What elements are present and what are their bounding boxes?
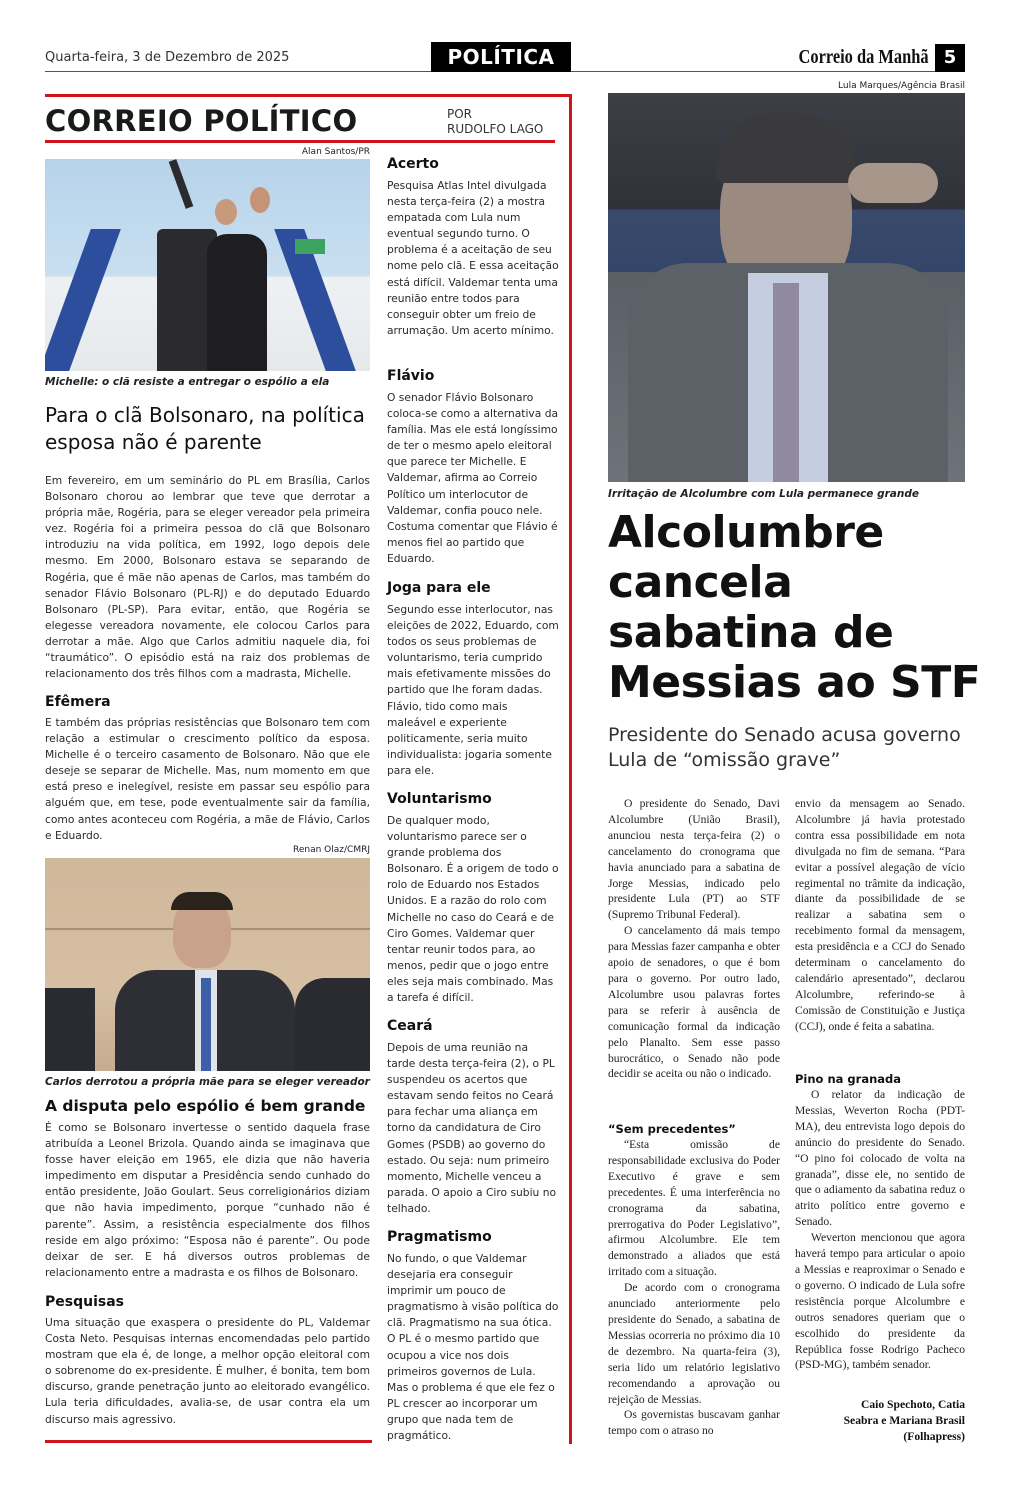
note-title: Voluntarismo [387,791,492,807]
article-headline: Alcolumbre cancela sabatina de Messias ao STF [608,507,981,708]
photo-caption: Carlos derrotou a própria mãe para se eleger vereador [45,1076,370,1088]
column-title: CORREIO POLÍTICO [45,104,358,138]
column-border-bottom [45,1440,372,1443]
article-byline [795,1397,965,1445]
paragraph: envio da mensagem ao Senado. Alcolumbre já havia protestado contra essa possibilidade em nota divulgada no fim de semana. “Para evitar a possível alegação de vício regimental no trâmite da indicação, diante da possibilidade de se realizar a sabatina sem o recebimento formal da mensagem, esta presidência e a CCJ do Senado determinam o cancelamento do calendário apresentado”, declarou Alcolumbre, referindo-se à Comissão de Constituição e Justiça (CCJ), onde é feita a sabatina. [795,797,965,1033]
newspaper-logo: Correio da Manhã [799,46,929,68]
note-text: O senador Flávio Bolsonaro coloca-se como a alternativa da família. Mas ele está longíssimo de ter o mesmo apelo eleitoral que parece ter Michelle. E Valdemar, afirma ao Correio Político um interlocutor de Valdemar, confia pouco nele. Costuma comentar que Flávio é menos fiel ao partido que Eduardo. [387,391,559,565]
note-title: Ceará [387,1018,433,1034]
page-number: 5 [935,44,965,72]
photo-carlos-bolsonaro [45,858,370,1071]
photo-caption: Michelle: o clã resiste a entregar o espólio a ela [45,376,330,388]
byline-line: (Folhapress) [903,1430,965,1443]
article-body-col1 [608,796,780,1082]
article-subhead: Pino na granada [795,1072,902,1086]
subhead-efemera: Efêmera [45,694,111,710]
note-text: Pesquisa Atlas Intel divulgada nesta terça-feira (2) a mostra empatada com Lula num eventual segundo turno. O problema é a aceitação de seu nome pelo clã. E essa aceitação está difícil. Valdemar tenta uma reunião entre todos para conseguir obter um freio de arrumação. Um acerto mínimo. [387,179,559,337]
paragraph: “Esta omissão de responsabilidade exclusiva do Poder Executivo é grave e sem precedentes. É uma interferência no cronograma da sabatina, prerrogativa do Poder Legislativo”, afirmou Alcolumbre. Ele tem demonstrado a aliados que está irritado com a situação. [608,1138,780,1279]
paragraph: O presidente do Senado, Davi Alcolumbre (União Brasil), anunciou nesta terça-feira (2) o cancelamento do cronograma que havia anunciado para a sabatina de Jorge Messias, indicado pelo presidente Lula (PT) ao STF (Supremo Tribunal Federal). [608,797,780,922]
paragraph: Weverton mencionou que agora haverá tempo para articular o apoio a Messias e reaproximar o Senado e o governo. O indicado de Lula sofre resistência porque Alcolumbre e outros senadores queriam que o escolhido do presidente da República fosse Rodrigo Pacheco (PSD-MG), também senador. [795,1231,965,1372]
photo-bolsonaro-michelle [45,159,370,371]
article-body-col2b [795,1087,965,1373]
note-title: Joga para ele [387,580,491,596]
article-body-col2 [795,796,965,1035]
author-name: RUDOLFO LAGO [447,122,544,136]
photo-credit: Renan Olaz/CMRJ [293,845,370,855]
article-body-col1b [608,1137,780,1439]
subhead-pesquisas: Pesquisas [45,1294,124,1310]
article-deck: Presidente do Senado acusa governo Lula de “omissão grave” [608,724,961,771]
disputa-text: É como se Bolsonaro invertesse o sentido daquela frase atribuída a Leonel Brizola. Quando ainda se imaginava que fosse haver eleição em 1965, ele dizia que não haveria impedimento em disputar a Presidência sendo cunhado do então presidente, João Goulart. Seus correligionários diziam que não havia impedimento, porque “cunhado não é parente”. Assim, a resistência especialmente dos filhos reside em algo próximo: “Esposa não é parente”. Ou pode deixar de ser. E há diversos outros problemas de relacionamento entre a madrasta e os filhos de Bolsonaro. [45,1121,370,1279]
note-title: Pragmatismo [387,1229,492,1245]
author-prefix: POR [447,107,473,121]
photo-alcolumbre [608,93,965,482]
column-author [447,107,543,137]
note-text: De qualquer modo, voluntarismo parece ser o grande problema dos Bolsonaro. É a origem de todo o rolo de Eduardo nos Estados Unidos. E a razão do rolo com Michelle no caso do Ceará e de Ciro Gomes. Valdemar quer tentar reunir todos para, ao menos, pedir que o jogo entre eles seja mais combinado. Mas a tarefa é difícil. [387,814,559,1005]
paragraph: O relator da indicação de Messias, Weverton Rocha (PDT-MA), deu entrevista logo depois do anúncio do presidente do Senado. “O pino foi colocado de volta na granada”, disse ele, no sentido de que o adiamento da sabatina reduz o atrito político entre governo e Senado. [795,1088,965,1229]
article-subhead: “Sem precedentes” [608,1122,736,1136]
photo-caption: Irritação de Alcolumbre com Lula permanece grande [608,488,919,500]
paragraph: Os governistas buscavam ganhar tempo com o atraso no [608,1408,780,1438]
issue-date: Quarta-feira, 3 de Dezembro de 2025 [45,50,290,65]
column-border-top [45,94,571,97]
byline-line: Seabra e Mariana Brasil [843,1414,965,1427]
efemera-text: E também das próprias resistências que Bolsonaro tem com relação a estimular o crescimento político da esposa. Michelle é o terceiro casamento de Bolsonaro. Não que ele deseje se separar de Michelle. Mas, num momento em que está preso e inelegível, resiste em passar seu espólio para alguém que, em tese, pode eventualmente sair da família, como antes aconteceu com Rogéria, a mãe de Flávio, Carlos e Eduardo. [45,716,370,842]
byline-line: Caio Spechoto, Catia [860,1398,965,1411]
note-text: Depois de uma reunião na tarde desta terça-feira (2), o PL suspendeu os acertos que estavam sendo feitos no Ceará para fechar uma aliança em torno da candidatura de Ciro Gomes (PSDB) ao governo do estado. Ou seja: num primeiro momento, Michelle venceu a parada. O apoio a Ciro subiu no telhado. [387,1041,557,1215]
photo-credit: Alan Santos/PR [301,147,370,157]
note-text: No fundo, o que Valdemar desejaria era conseguir imprimir um pouco de pragmatismo à visão política do clã. Pragmatismo na sua ótica. O PL é o mesmo partido que ocupou a vice nos dois primeiros governos de Lula. Mas o problema é que ele fez o PL crescer ao incorporar um grupo que nada tem de pragmático. [387,1252,559,1443]
section-label: POLÍTICA [431,42,571,72]
note-text: Segundo esse interlocutor, nas eleições de 2022, Eduardo, com todos os seus problemas de voluntarismo, teria cumprido mais efetivamente missões do partido que lhe foram dadas. Flávio, tido como mais maleável e experiente politicamente, seria muito individualista: jogaria somente para ele. [387,603,559,777]
column-intro: Em fevereiro, em um seminário do PL em Brasília, Carlos Bolsonaro chorou ao lembrar que teve que derrotar a própria mãe, Rogéria, para se eleger vereador pela primeira vez. Rogéria foi a primeira pessoa do clã que Bolsonaro introduziu na vida política, em 1992, logo depois dele mesmo. Em 2000, Bolsonaro estava se separando de Rogéria, que é mãe não apenas de Carlos, mas também do senador Flávio Bolsonaro (PL-RJ) e do deputado Eduardo Bolsonaro (PL-SP). Para evitar, então, que Rogéria se elegesse vereadora novamente, ele colocou Carlos para derrotar a mãe. Algo que Carlos admitiu naquele dia, foi “traumático”. O episódio está na raiz dos problemas de relacionamento dos três filhos com a madrasta, Michelle. [45,474,370,681]
paragraph: De acordo com o cronograma anunciado anteriormente pelo presidente do Senado, a sabatina de Messias ocorreria no próximo dia 10 de dezembro. Na quarta-feira (3), seria lido um relatório legislativo recomendando a aprovação ou rejeição de Messias. [608,1281,780,1406]
note-title: Flávio [387,368,435,384]
subhead-disputa: A disputa pelo espólio é bem grande [45,1097,366,1115]
note-title: Acerto [387,156,439,172]
column-title-rule [45,140,555,143]
pesquisas-text: Uma situação que exaspera o presidente do PL, Valdemar Costa Neto. Pesquisas internas encomendadas pelo partido mostram que ela é, de longe, a melhor opção eleitoral com o sobrenome do ex-presidente. É mulher, é bonita, tem bom discurso, grande penetração junto ao eleitorado evangélico. Lula teria dificuldades, avalia-se, de usar contra ela um discurso mais agressivo. [45,1316,370,1426]
masthead [45,44,965,72]
column-border-right [569,94,572,1444]
photo-credit: Lula Marques/Agência Brasil [838,81,965,91]
paragraph: O cancelamento dá mais tempo para Messias fazer campanha e obter apoio de senadores, o que é bom para o governo. Por outro lado, Alcolumbre usou palavras fortes para se referir à ausência de comunicação formal da indicação pelo Planalto. Sem esse passo burocrático, o Senado não pode decidir se aceita ou não o indicado. [608,924,780,1081]
column-headline: Para o clã Bolsonaro, na política esposa não é parente [45,403,365,454]
